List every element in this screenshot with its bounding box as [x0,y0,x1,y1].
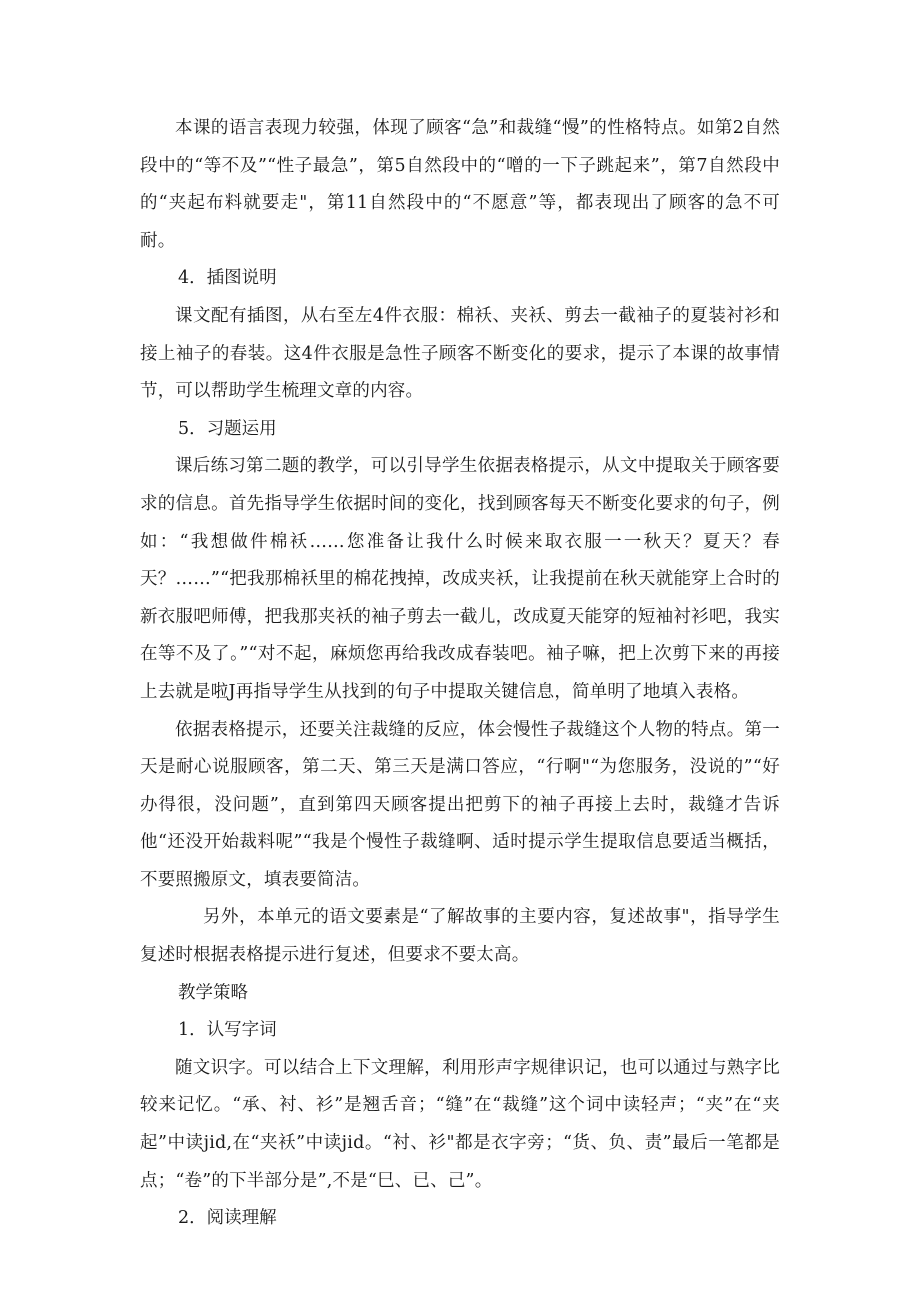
section-heading-illustration: 4．插图说明 [178,268,277,289]
paragraph-tailor-reaction: 依据表格提示，还要关注裁缝的反应，体会慢性子裁缝这个人物的特点。第一天是耐心说服顾客，第二天、第三天是满口答应，“行啊"“为您服务，没说的”“好办得很，没问题”，直到第四天顾客提出把剪下的袖子再接上去时，裁缝才告诉他“还没开始裁料呢”“我是个慢性子裁缝啊、适时提示学生提取信息要适当概括，不要照搬原文，填表要简洁。 [140,719,780,890]
section-heading-exercise: 5．习题运用 [178,418,277,439]
document-body [140,110,780,1238]
paragraph-language-expression: 本课的语言表现力较强，体现了顾客“急”和裁缝“慢”的性格特点。如第2自然段中的“等不及”“性子最急”，第5自然段中的“噌的一下子跳起来”，第7自然段中的“夹起布料就要走"，第11自然段中的“不愿意”等，都表现出了顾客的急不可耐。 [140,118,780,251]
paragraph-characters: 随文识字。可以结合上下文理解，利用形声字规律识记，也可以通过与熟字比较来记忆。“承、衬、衫”是翘舌音；“缝”在“裁缝”这个词中读轻声；“夹”在“夹起”中读jid,在“夹袄”中读jid。“衬、衫"都是衣字旁；“货、负、责”最后一笔都是点；“卷”的下半部分是”,不是“巳、已、己”。 [140,1057,780,1191]
section-heading-strategy: 教学策略 [178,982,248,1003]
paragraph-illustration: 课文配有插图，从右至左4件衣服：棉袄、夹袄、剪去一截袖子的夏装衬衫和接上袖子的春装。这4件衣服是急性子顾客不断变化的要求，提示了本课的故事情节，可以帮助学生梳理文章的内容。 [140,305,780,402]
paragraph-unit-element: 另外，本单元的语文要素是“了解故事的主要内容，复述故事"，指导学生复述时根据表格提示进行复述，但要求不要太高。 [140,907,780,966]
section-heading-reading: 2．阅读理解 [178,1208,277,1229]
paragraph-exercise: 课后练习第二题的教学，可以引导学生依据表格提示，从文中提取关于顾客要求的信息。首先指导学生依据时间的变化，找到顾客每天不断变化要求的句子，例如：“我想做件棉袄……您准备让我什么时候来取衣服一一秋天？夏天？春天？……”“把我那棉袄里的棉花拽掉，改成夹袄，让我提前在秋天就能穿上合时的新衣服吧师傅，把我那夹袄的袖子剪去一截儿，改成夏天能穿的短袖衬衫吧，我实在等不及了。”“对不起，麻烦您再给我改成春装吧。袖子嘛，把上次剪下来的再接上去就是啦J再指导学生从找到的句子中提取关键信息，简单明了地填入表格。 [140,456,780,702]
section-heading-characters: 1．认写字词 [178,1020,277,1041]
